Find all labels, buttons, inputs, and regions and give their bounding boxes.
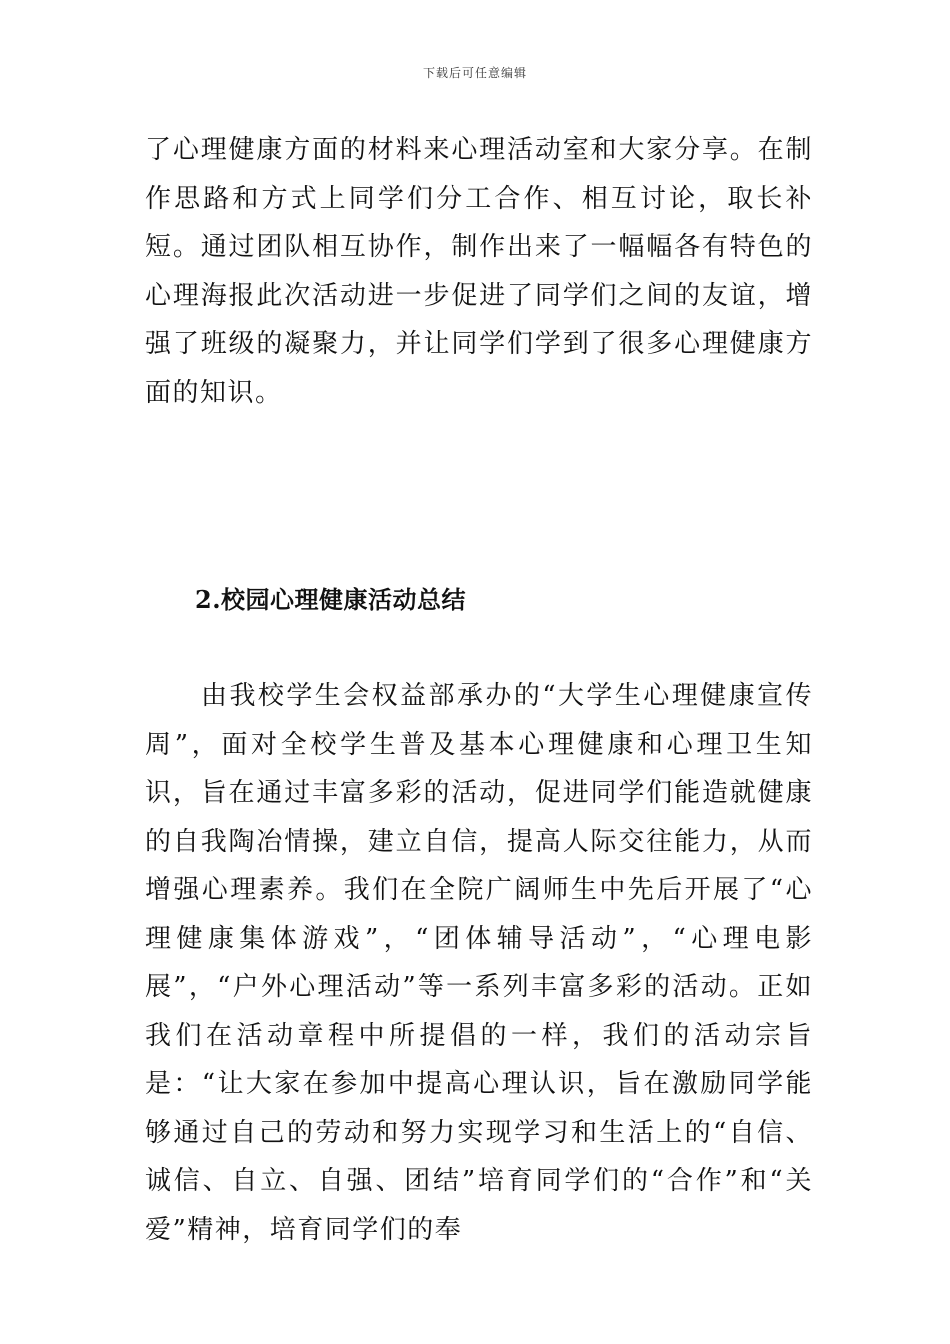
paragraph-continued: 了心理健康方面的材料来心理活动室和大家分享。在制作思路和方式上同学们分工合作、相互讨论，取长补短。通过团队相互协作，制作出来了一幅幅各有特色的心理海报此次活动进一步促进了同学们之间的友谊，增强了班级的凝聚力，并让同学们学到了很多心理健康方面的知识。 <box>145 135 813 408</box>
page-header: 下载后可任意编辑 <box>422 66 527 80</box>
section-heading: 2.校园心理健康活动总结 <box>195 585 467 614</box>
section-paragraph: 由我校学生会权益部承办的“大学生心理健康宣传周”，面对全校学生普及基本心理健康和心理卫生知识，旨在通过丰富多彩的活动，促进同学们能造就健康的自我陶冶情操，建立自信，提高人际交往能力，从而增强心理素养。我们在全院广阔师生中先后开展了“心理健康集体游戏”，“团体辅导活动”，“心理电影展”，“户外心理活动”等一系列丰富多彩的活动。正如我们在活动章程中所提倡的一样，我们的活动宗旨是：“让大家在参加中提高心理认识，旨在激励同学能够通过自己的劳动和努力实现学习和生活上的“自信、诚信、自立、自强、团结”培育同学们的“合作”和“关爱”精神，培育同学们的奉 <box>145 681 813 1245</box>
